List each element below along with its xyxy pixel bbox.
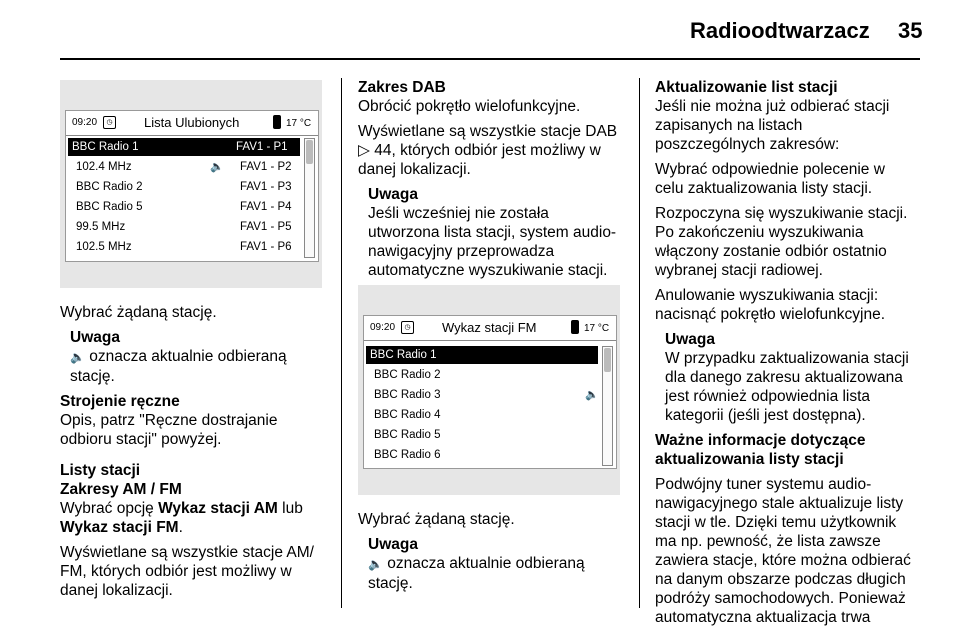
note-label: Uwaga	[665, 331, 715, 348]
column-divider-2	[639, 78, 640, 608]
station-row[interactable]	[72, 238, 300, 256]
station-preset: FAV1 - P3	[240, 181, 292, 193]
station-name: BBC Radio 1	[370, 349, 437, 361]
station-preset: FAV1 - P1	[236, 141, 288, 153]
all-line-3: danej lokalizacji.	[60, 582, 173, 599]
screen-time: 09:20	[370, 322, 396, 333]
tuning-line-2: odbioru stacji" powyżej.	[60, 431, 222, 448]
note-line-2: dla danego zakresu aktualizowana	[665, 369, 903, 386]
triangle-right-icon: ▷	[358, 142, 370, 159]
station-name: 102.4 MHz	[76, 161, 132, 173]
scrollbar[interactable]	[304, 138, 315, 258]
page-number: 35	[898, 18, 923, 43]
imp-line-6: na danym obszarze podczas długich	[655, 571, 906, 588]
cmd-line-1: Wybrać odpowiednie polecenie w	[655, 161, 885, 178]
note-text: oznacza aktualnie odbieraną	[382, 555, 585, 572]
screen-status-bar	[364, 316, 616, 341]
option-mid: lub	[277, 500, 303, 517]
station-row[interactable]	[72, 178, 300, 196]
screen-title: Wykaz stacji FM	[442, 320, 537, 335]
scrollbar-thumb[interactable]	[306, 140, 313, 164]
important-heading	[655, 431, 935, 469]
dab-line-2: Wyświetlane są wszystkie stacje DAB	[358, 123, 618, 140]
srch-line-2: Po zakończeniu wyszukiwania	[655, 224, 864, 241]
note-line-4: kategorii (jeśli jest dostępna).	[665, 407, 866, 424]
update-heading: Aktualizowanie list stacji	[655, 79, 838, 96]
station-preset: FAV1 - P5	[240, 221, 292, 233]
speaker-icon: 🔈	[368, 557, 383, 571]
imp-line-1: Podwójny tuner systemu audio-	[655, 476, 872, 493]
column-2	[358, 78, 628, 286]
fm-list-screen	[363, 315, 617, 469]
note-line-1: W przypadku zaktualizowania stacji	[665, 350, 909, 367]
fm-list-screenshot	[358, 285, 620, 495]
station-name: BBC Radio 1	[72, 141, 139, 153]
station-row[interactable]	[72, 218, 300, 236]
clock-icon: ◷	[401, 321, 414, 334]
imp-line-7: podróży samochodowych. Ponieważ	[655, 590, 906, 607]
option-pre: Wybrać opcję	[60, 500, 159, 517]
srch-line-3: włączony zostanie odbiór ostatnio	[655, 243, 887, 260]
srch-line-1: Rozpoczyna się wyszukiwanie stacji.	[655, 205, 908, 222]
note-line-4: automatyczne wyszukiwanie stacji.	[368, 262, 608, 279]
station-name: BBC Radio 5	[374, 429, 441, 441]
screen-temp: 17 °C	[584, 323, 610, 334]
upd-line-1: Jeśli nie można już odbierać stacji	[655, 98, 890, 115]
station-preset: FAV1 - P6	[240, 241, 292, 253]
column-3	[655, 78, 935, 633]
station-name: BBC Radio 2	[374, 369, 441, 381]
imp-head-line-2: aktualizowania listy stacji	[655, 451, 844, 468]
screen-title: Lista Ulubionych	[144, 115, 240, 130]
note-line-1: Jeśli wcześniej nie została	[368, 205, 549, 222]
all-stations-text	[60, 543, 330, 600]
station-row[interactable]	[72, 158, 300, 176]
speaker-icon: 🔈	[70, 350, 85, 364]
note-line-3: jest również odpowiednia lista	[665, 388, 871, 405]
dab-line-1: Obrócić pokrętło wielofunkcyjne.	[358, 98, 581, 115]
station-name: BBC Radio 4	[374, 409, 441, 421]
screen-time: 09:20	[72, 117, 98, 128]
option-end: .	[178, 519, 183, 536]
note-label: Uwaga	[368, 536, 418, 553]
note-block	[665, 330, 935, 425]
favorites-screen	[65, 110, 319, 262]
note-line-3: nawigacyjny przeprowadza	[368, 243, 555, 260]
station-row[interactable]	[366, 346, 598, 364]
station-name: 99.5 MHz	[76, 221, 126, 233]
search-text	[655, 204, 935, 280]
dab-line-4: danej lokalizacji.	[358, 161, 471, 178]
upd-line-2: zapisanych na listach	[655, 117, 803, 134]
note-block	[368, 535, 628, 593]
note-block	[368, 185, 628, 280]
command-text	[655, 160, 935, 198]
speaker-icon: 🔈	[585, 389, 599, 401]
station-name: BBC Radio 2	[76, 181, 143, 193]
option-fm: Wykaz stacji FM	[60, 519, 179, 536]
station-row[interactable]	[72, 198, 300, 216]
imp-line-5: zawiera stacje, które można odbierać	[655, 552, 911, 569]
tuning-heading: Strojenie ręczne	[60, 393, 180, 410]
update-text	[655, 97, 935, 154]
lists-heading: Listy stacji	[60, 462, 141, 479]
note-text-2: stację.	[368, 575, 413, 592]
station-name: BBC Radio 5	[76, 201, 143, 213]
page-title: Radioodtwarzacz	[690, 18, 870, 43]
favorites-screenshot	[60, 80, 322, 288]
imp-line-2: nawigacyjnego stale aktualizuje listy	[655, 495, 904, 512]
clock-icon: ◷	[103, 116, 116, 129]
note-text-2: stację.	[70, 368, 115, 385]
station-row[interactable]	[370, 366, 598, 384]
column-1	[60, 303, 330, 606]
select-instruction: Wybrać żądaną stację.	[60, 304, 217, 321]
station-row[interactable]	[370, 426, 598, 444]
cmd-line-2: celu zaktualizowania listy stacji.	[655, 180, 873, 197]
imp-line-3: stacji w tle. Dzięki temu użytkownik	[655, 514, 897, 531]
station-row[interactable]	[370, 406, 598, 424]
dab-text	[358, 122, 628, 179]
imp-line-4: ma np. pewność, że lista zawsze	[655, 533, 881, 550]
srch-line-4: wybranej stacji radiowej.	[655, 262, 823, 279]
all-line-1: Wyświetlane są wszystkie stacje AM/	[60, 544, 314, 561]
column-2-lower	[358, 510, 628, 599]
thermometer-icon	[571, 320, 579, 334]
station-preset: FAV1 - P4	[240, 201, 292, 213]
speaker-icon: 🔈	[210, 161, 224, 173]
station-name: 102.5 MHz	[76, 241, 132, 253]
station-row[interactable]	[370, 386, 598, 404]
screen-temp: 17 °C	[286, 118, 312, 129]
cancel-line-1: Anulowanie wyszukiwania stacji:	[655, 287, 879, 304]
note-label: Uwaga	[70, 329, 120, 346]
spacer	[60, 449, 330, 461]
scrollbar[interactable]	[602, 346, 613, 466]
column-divider-1	[341, 78, 342, 608]
dab-line-3: 44, których odbiór jest możliwy w	[369, 142, 601, 159]
amfm-heading: Zakresy AM / FM	[60, 481, 182, 498]
cancel-text	[655, 286, 935, 324]
option-am: Wykaz stacji AM	[158, 500, 278, 517]
station-row[interactable]	[370, 446, 598, 464]
station-preset: FAV1 - P2	[240, 161, 292, 173]
station-name: BBC Radio 3	[374, 389, 441, 401]
select-instruction: Wybrać żądaną stację.	[358, 511, 515, 528]
imp-head-line-1: Ważne informacje dotyczące	[655, 432, 866, 449]
note-text: oznacza aktualnie odbieraną	[84, 348, 287, 365]
important-text	[655, 475, 935, 627]
note-line-2: utworzona lista stacji, system audio-	[368, 224, 617, 241]
cancel-line-2: nacisnąć pokrętło wielofunkcyjne.	[655, 306, 886, 323]
note-label: Uwaga	[368, 186, 418, 203]
imp-line-8: automatyczna aktualizacja trwa	[655, 609, 871, 626]
header-rule	[60, 58, 920, 60]
station-row[interactable]	[68, 138, 300, 156]
tuning-line-1: Opis, patrz "Ręczne dostrajanie	[60, 412, 278, 429]
note-block	[70, 328, 330, 386]
option-text	[60, 499, 330, 537]
thermometer-icon	[273, 115, 281, 129]
scrollbar-thumb[interactable]	[604, 348, 611, 372]
dab-heading: Zakres DAB	[358, 79, 446, 96]
upd-line-3: poszczególnych zakresów:	[655, 136, 840, 153]
tuning-text	[60, 411, 330, 449]
all-line-2: FM, których odbiór jest możliwy w	[60, 563, 292, 580]
screen-status-bar	[66, 111, 318, 136]
station-name: BBC Radio 6	[374, 449, 441, 461]
